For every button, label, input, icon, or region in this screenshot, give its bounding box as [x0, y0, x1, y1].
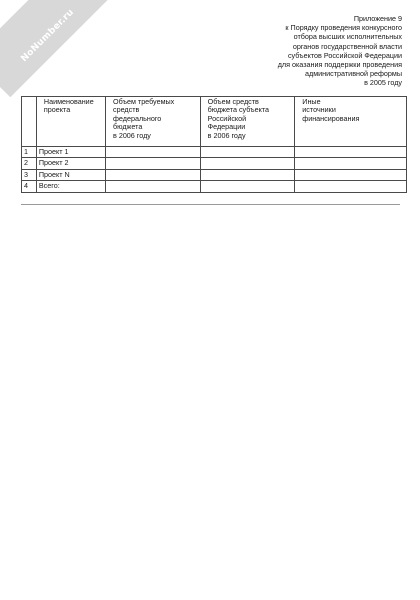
row-number-cell: 3: [22, 169, 37, 180]
table-row: [22, 158, 407, 169]
appendix-header: [202, 14, 402, 88]
regional-budget-cell: [200, 169, 295, 180]
column-header-other-sources: Иные источники финансирования: [295, 97, 407, 147]
header-line: Приложение 9: [353, 14, 402, 23]
federal-budget-cell: [106, 181, 201, 192]
project-name-cell: Проект 1: [36, 147, 105, 158]
federal-budget-cell: [106, 158, 201, 169]
federal-budget-cell: [106, 169, 201, 180]
row-number-cell: 2: [22, 158, 37, 169]
project-name-cell: Проект 2: [36, 158, 105, 169]
row-number-cell: 1: [22, 147, 37, 158]
header-line: в 2005 году: [364, 78, 402, 88]
header-line: отбора высших исполнительных: [293, 32, 402, 42]
funding-table: [21, 96, 407, 193]
other-sources-cell: [295, 169, 407, 180]
column-header-project-name: Наименование проекта: [36, 97, 105, 147]
header-line: для оказания поддержки проведения: [277, 60, 402, 70]
other-sources-cell: [295, 158, 407, 169]
project-name-cell: Всего:: [36, 181, 105, 192]
watermark: [0, 0, 109, 97]
column-header-federal-budget: Объем требуемых средств федерального бюджета в 2006 году: [106, 97, 201, 147]
table-header-row: [22, 97, 407, 147]
project-name-cell: Проект N: [36, 169, 105, 180]
header-line: органов государственной власти: [292, 41, 402, 51]
horizontal-divider: [21, 204, 400, 205]
other-sources-cell: [295, 181, 407, 192]
table-row-total: [22, 181, 407, 192]
table-row: [22, 169, 407, 180]
federal-budget-cell: [106, 147, 201, 158]
header-line: субъектов Российской Федерации: [287, 50, 402, 60]
header-line: административной реформы: [305, 69, 402, 79]
regional-budget-cell: [200, 147, 295, 158]
regional-budget-cell: [200, 181, 295, 192]
regional-budget-cell: [200, 158, 295, 169]
column-header-number: [22, 97, 37, 147]
watermark-text: NoNumber.ru: [19, 7, 77, 65]
table-row: [22, 147, 407, 158]
row-number-cell: 4: [22, 181, 37, 192]
header-line: к Порядку проведения конкурсного: [285, 23, 402, 33]
column-header-regional-budget: Объем средств бюджета субъекта Российской Федерации в 2006 году: [200, 97, 295, 147]
other-sources-cell: [295, 147, 407, 158]
